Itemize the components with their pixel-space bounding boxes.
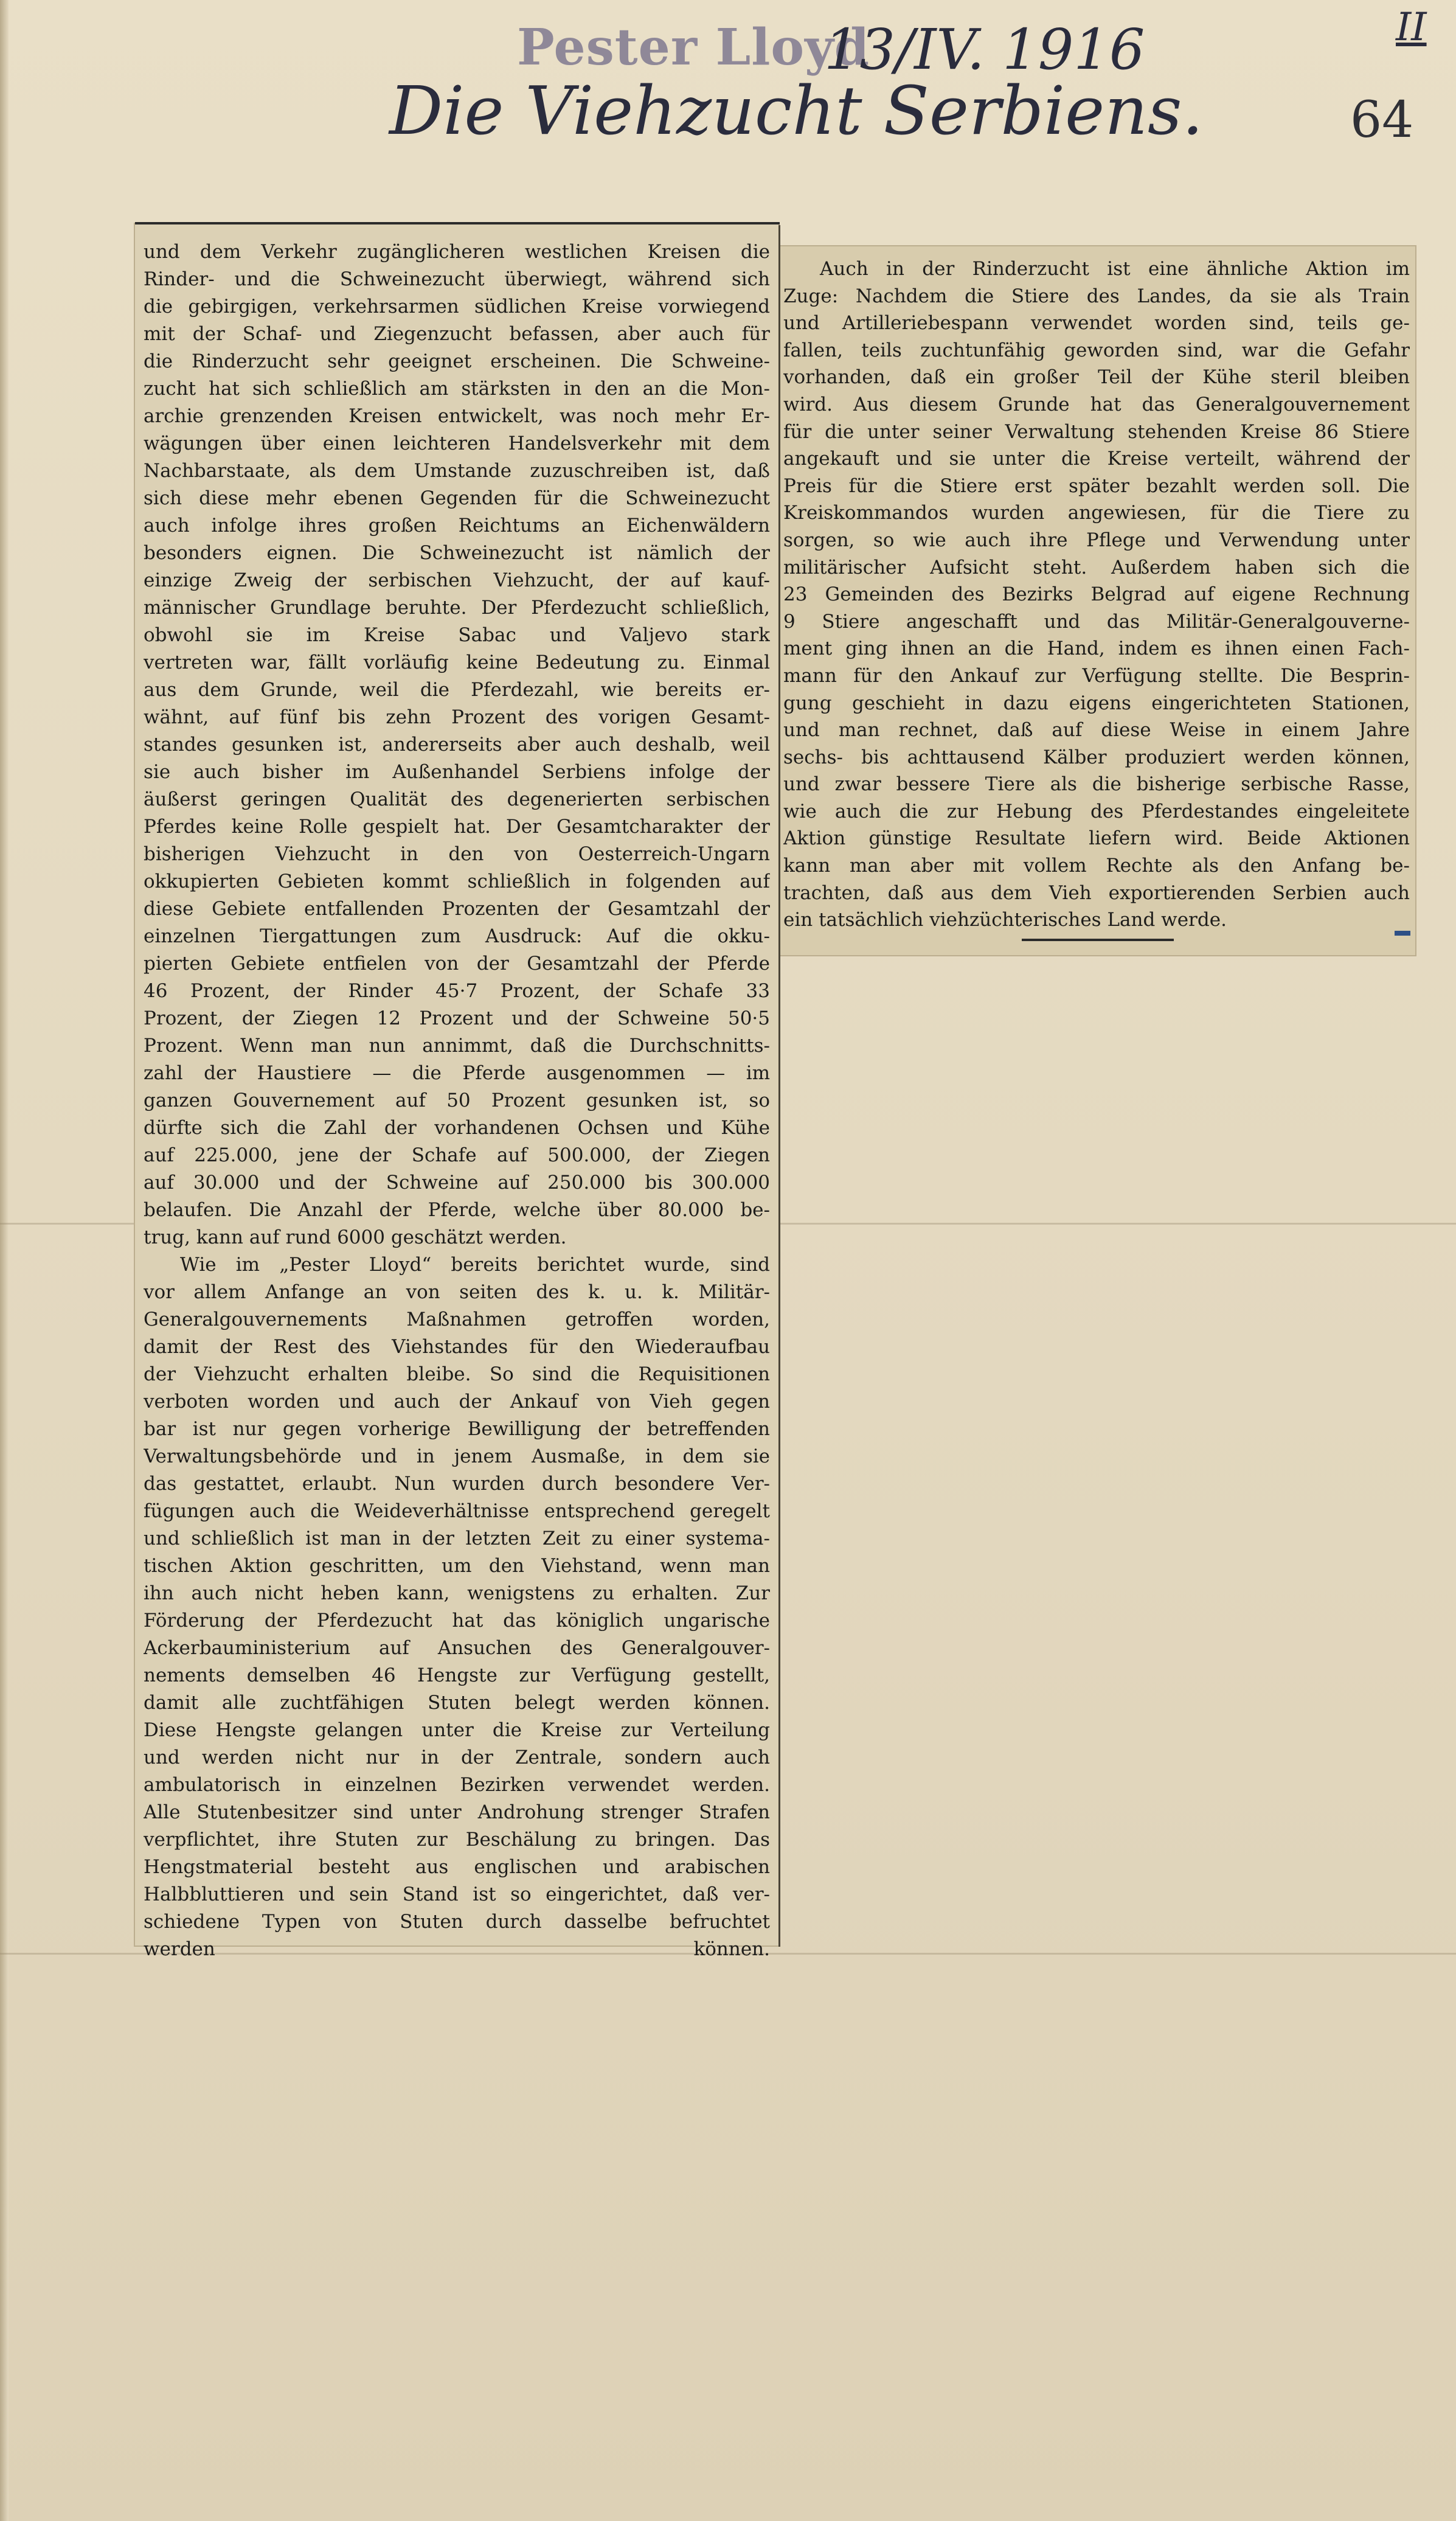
article-line: männischer Grundlage beruhte. Der Pferdezucht schließlich, <box>144 597 770 619</box>
article-line: und dem Verkehr zugänglicheren westlichen Kreisen die <box>144 241 770 263</box>
article-line: besonders eignen. Die Schweinezucht ist nämlich der <box>144 542 770 564</box>
article-line: tischen Aktion geschritten, um den Viehstand, wenn man <box>144 1555 770 1577</box>
article-line: auf 30.000 und der Schweine auf 250.000 bis 300.000 <box>144 1172 770 1194</box>
article-line: die Rinderzucht sehr geeignet erscheinen. Die Schweine- <box>144 350 770 372</box>
article-line: Kreiskommandos wurden angewiesen, für die Tiere zu <box>783 502 1410 524</box>
article-line: trug, kann auf rund 6000 geschätzt werden. <box>144 1226 567 1248</box>
article-line: fallen, teils zuchtunfähig geworden sind, war die Gefahr <box>783 339 1410 361</box>
article-line: und schließlich ist man in der letzten Zeit zu einer systema- <box>144 1528 770 1549</box>
article-line: Nachbarstaate, als dem Umstande zuzuschreiben ist, daß <box>144 460 770 482</box>
article-line: vor allem Anfange an von seiten des k. u. k. Militär- <box>144 1281 770 1303</box>
article-line: ganzen Gouvernement auf 50 Prozent gesunken ist, so <box>144 1090 770 1111</box>
article-line: Verwaltungsbehörde und in jenem Ausmaße, in dem sie <box>144 1445 770 1467</box>
article-line: Generalgouvernements Maßnahmen getroffen worden, <box>144 1309 770 1330</box>
article-line: Ackerbauministerium auf Ansuchen des Generalgouver- <box>144 1637 770 1659</box>
article-line: Alle Stutenbesitzer sind unter Androhung strenger Strafen <box>144 1801 770 1823</box>
handwritten-title: Die Viehzucht Serbiens. <box>389 72 1204 150</box>
article-line: vertreten war, fällt vorläufig keine Bedeutung zu. Einmal <box>144 652 770 673</box>
article-line: Rinder- und die Schweinezucht überwiegt, während sich <box>144 268 770 290</box>
article-line: belaufen. Die Anzahl der Pferde, welche über 80.000 be- <box>144 1199 770 1221</box>
article-line: das gestattet, erlaubt. Nun wurden durch besondere Ver- <box>144 1473 770 1495</box>
article-line: ambulatorisch in einzelnen Bezirken verwendet werden. <box>144 1774 770 1796</box>
article-line: standes gesunken ist, andererseits aber auch deshalb, weil <box>144 734 770 756</box>
article-line: 9 Stiere angeschafft und das Militär-Generalgouverne- <box>783 610 1410 633</box>
article-line: verpflichtet, ihre Stuten zur Beschälung zu bringen. Das <box>144 1829 770 1851</box>
article-line: ihn auch nicht heben kann, wenigstens zu erhalten. Zur <box>144 1582 770 1604</box>
article-line: wird. Aus diesem Grunde hat das Generalgouvernement <box>783 393 1410 416</box>
article-line: Wie im „Pester Lloyd“ bereits berichtet wurde, sind <box>180 1254 770 1276</box>
article-line: sich diese mehr ebenen Gegenden für die Schweinezucht <box>144 487 770 509</box>
article-line: für die unter seiner Verwaltung stehenden Kreise 86 Stiere <box>783 420 1410 443</box>
article-line: militärischer Aufsicht steht. Außerdem haben sich die <box>783 556 1410 579</box>
article-line: sechs- bis achttausend Kälber produziert werden können, <box>783 746 1410 768</box>
article-left-column-text <box>144 238 770 1963</box>
article-line: äußerst geringen Qualität des degenerierten serbischen <box>144 788 770 810</box>
article-line: und werden nicht nur in der Zentrale, sondern auch <box>144 1747 770 1768</box>
article-line: okkupierten Gebieten kommt schließlich in folgenden auf <box>144 871 770 892</box>
article-line: einzige Zweig der serbischen Viehzucht, der auf kauf- <box>144 569 770 591</box>
article-line: archie grenzenden Kreisen entwickelt, was noch mehr Er- <box>144 405 770 427</box>
article-line: kann man aber mit vollem Rechte als den Anfang be- <box>783 855 1410 877</box>
article-line: werden können. <box>144 1938 770 1960</box>
article-line: damit der Rest des Viehstandes für den Wiederaufbau <box>144 1336 770 1358</box>
folio-roman-numeral: II <box>1396 5 1427 50</box>
article-line: zahl der Haustiere — die Pferde ausgenommen — im <box>144 1062 770 1084</box>
article-line: und zwar bessere Tiere als die bisherige serbische Rasse, <box>783 773 1410 796</box>
article-line: nements demselben 46 Hengste zur Verfügung gestellt, <box>144 1664 770 1686</box>
article-line: damit alle zuchtfähigen Stuten belegt werden können. <box>144 1692 770 1714</box>
article-line: verboten worden und auch der Ankauf von Vieh gegen <box>144 1391 770 1413</box>
handwritten-date: 13/IV. 1916 <box>824 17 1145 82</box>
article-line: Auch in der Rinderzucht ist eine ähnliche Aktion im <box>820 258 1410 280</box>
article-line: bisherigen Viehzucht in den von Oesterreich-Ungarn <box>144 843 770 865</box>
article-line: einzelnen Tiergattungen zum Ausdruck: Auf die okku- <box>144 925 770 947</box>
article-right-column-text <box>783 256 1410 934</box>
article-line: aus dem Grunde, weil die Pferdezahl, wie bereits er- <box>144 679 770 701</box>
column-top-rule <box>135 222 780 224</box>
article-line: bar ist nur gegen vorherige Bewilligung der betreffenden <box>144 1418 770 1440</box>
article-line: vorhanden, daß ein großer Teil der Kühe steril bleiben <box>783 366 1410 389</box>
article-line: sorgen, so wie auch ihre Pflege und Verwendung unter <box>783 529 1410 551</box>
article-line: Pferdes keine Rolle gespielt hat. Der Gesamtcharakter der <box>144 816 770 838</box>
sheet-left-edge <box>0 0 9 2521</box>
article-line: wähnt, auf fünf bis zehn Prozent des vorigen Gesamt- <box>144 706 770 728</box>
article-line: Prozent. Wenn man nun annimmt, daß die Durchschnitts- <box>144 1035 770 1057</box>
article-line: Hengstmaterial besteht aus englischen und arabischen <box>144 1856 770 1878</box>
article-line: pierten Gebiete entfielen von der Gesamtzahl der Pferde <box>144 953 770 975</box>
article-line: auf 225.000, jene der Schafe auf 500.000, der Ziegen <box>144 1144 770 1166</box>
article-line: ment ging ihnen an die Hand, indem es ihnen einen Fach- <box>783 638 1410 660</box>
article-line: Aktion günstige Resultate liefern wird. Beide Aktionen <box>783 827 1410 850</box>
article-line: wägungen über einen leichteren Handelsverkehr mit dem <box>144 433 770 454</box>
article-line: wie auch die zur Hebung des Pferdestandes eingeleitete <box>783 800 1410 822</box>
article-line: Zuge: Nachdem die Stiere des Landes, da sie als Train <box>783 285 1410 307</box>
article-line: Diese Hengste gelangen unter die Kreise zur Verteilung <box>144 1719 770 1741</box>
article-line: Halbbluttieren und sein Stand ist so eingerichtet, daß ver- <box>144 1883 770 1905</box>
article-line: zucht hat sich schließlich am stärksten in den an die Mon- <box>144 378 770 400</box>
article-line: die gebirgigen, verkehrsarmen südlichen Kreise vorwiegend <box>144 296 770 318</box>
article-line: mit der Schaf- und Ziegenzucht befassen, aber auch für <box>144 323 770 345</box>
article-line: der Viehzucht erhalten bleibe. So sind die Requisitionen <box>144 1363 770 1385</box>
article-line: trachten, daß aus dem Vieh exportierenden Serbien auch <box>783 881 1410 904</box>
article-line: Förderung der Pferdezucht hat das königlich ungarische <box>144 1610 770 1632</box>
article-line: auch infolge ihres großen Reichtums an Eichenwäldern <box>144 515 770 537</box>
article-line: und man rechnet, daß auf diese Weise in einem Jahre <box>783 719 1410 742</box>
newspaper-stamp: Pester Lloyd <box>517 18 870 77</box>
article-line: 46 Prozent, der Rinder 45·7 Prozent, der Schafe 33 <box>144 980 770 1002</box>
article-line: schiedene Typen von Stuten durch dasselbe befruchtet <box>144 1911 770 1933</box>
article-line: sie auch bisher im Außenhandel Serbiens infolge der <box>144 761 770 783</box>
page-number: 64 <box>1350 91 1414 149</box>
article-line: Preis für die Stiere erst später bezahlt werden soll. Die <box>783 475 1410 497</box>
article-line: angekauft und sie unter die Kreise verteilt, während der <box>783 448 1410 470</box>
article-line: 23 Gemeinden des Bezirks Belgrad auf eigene Rechnung <box>783 583 1410 606</box>
column-divider <box>778 225 780 1947</box>
article-line: ein tatsächlich viehzüchterisches Land werde. <box>783 909 1227 931</box>
article-end-rule <box>1022 939 1174 941</box>
article-line: Prozent, der Ziegen 12 Prozent und der Schweine 50·5 <box>144 1007 770 1029</box>
article-line: obwohl sie im Kreise Sabac und Valjevo stark <box>144 624 770 646</box>
article-line: dürfte sich die Zahl der vorhandenen Ochsen und Kühe <box>144 1117 770 1139</box>
article-line: fügungen auch die Weideverhältnisse entsprechend geregelt <box>144 1500 770 1522</box>
article-line: und Artilleriebespann verwendet worden sind, teils ge- <box>783 312 1410 335</box>
article-line: gung geschieht in dazu eigens eingerichteten Stationen, <box>783 692 1410 714</box>
article-line: diese Gebiete entfallenden Prozenten der Gesamtzahl der <box>144 898 770 920</box>
article-line: mann für den Ankauf zur Verfügung stellte. Die Besprin- <box>783 664 1410 687</box>
